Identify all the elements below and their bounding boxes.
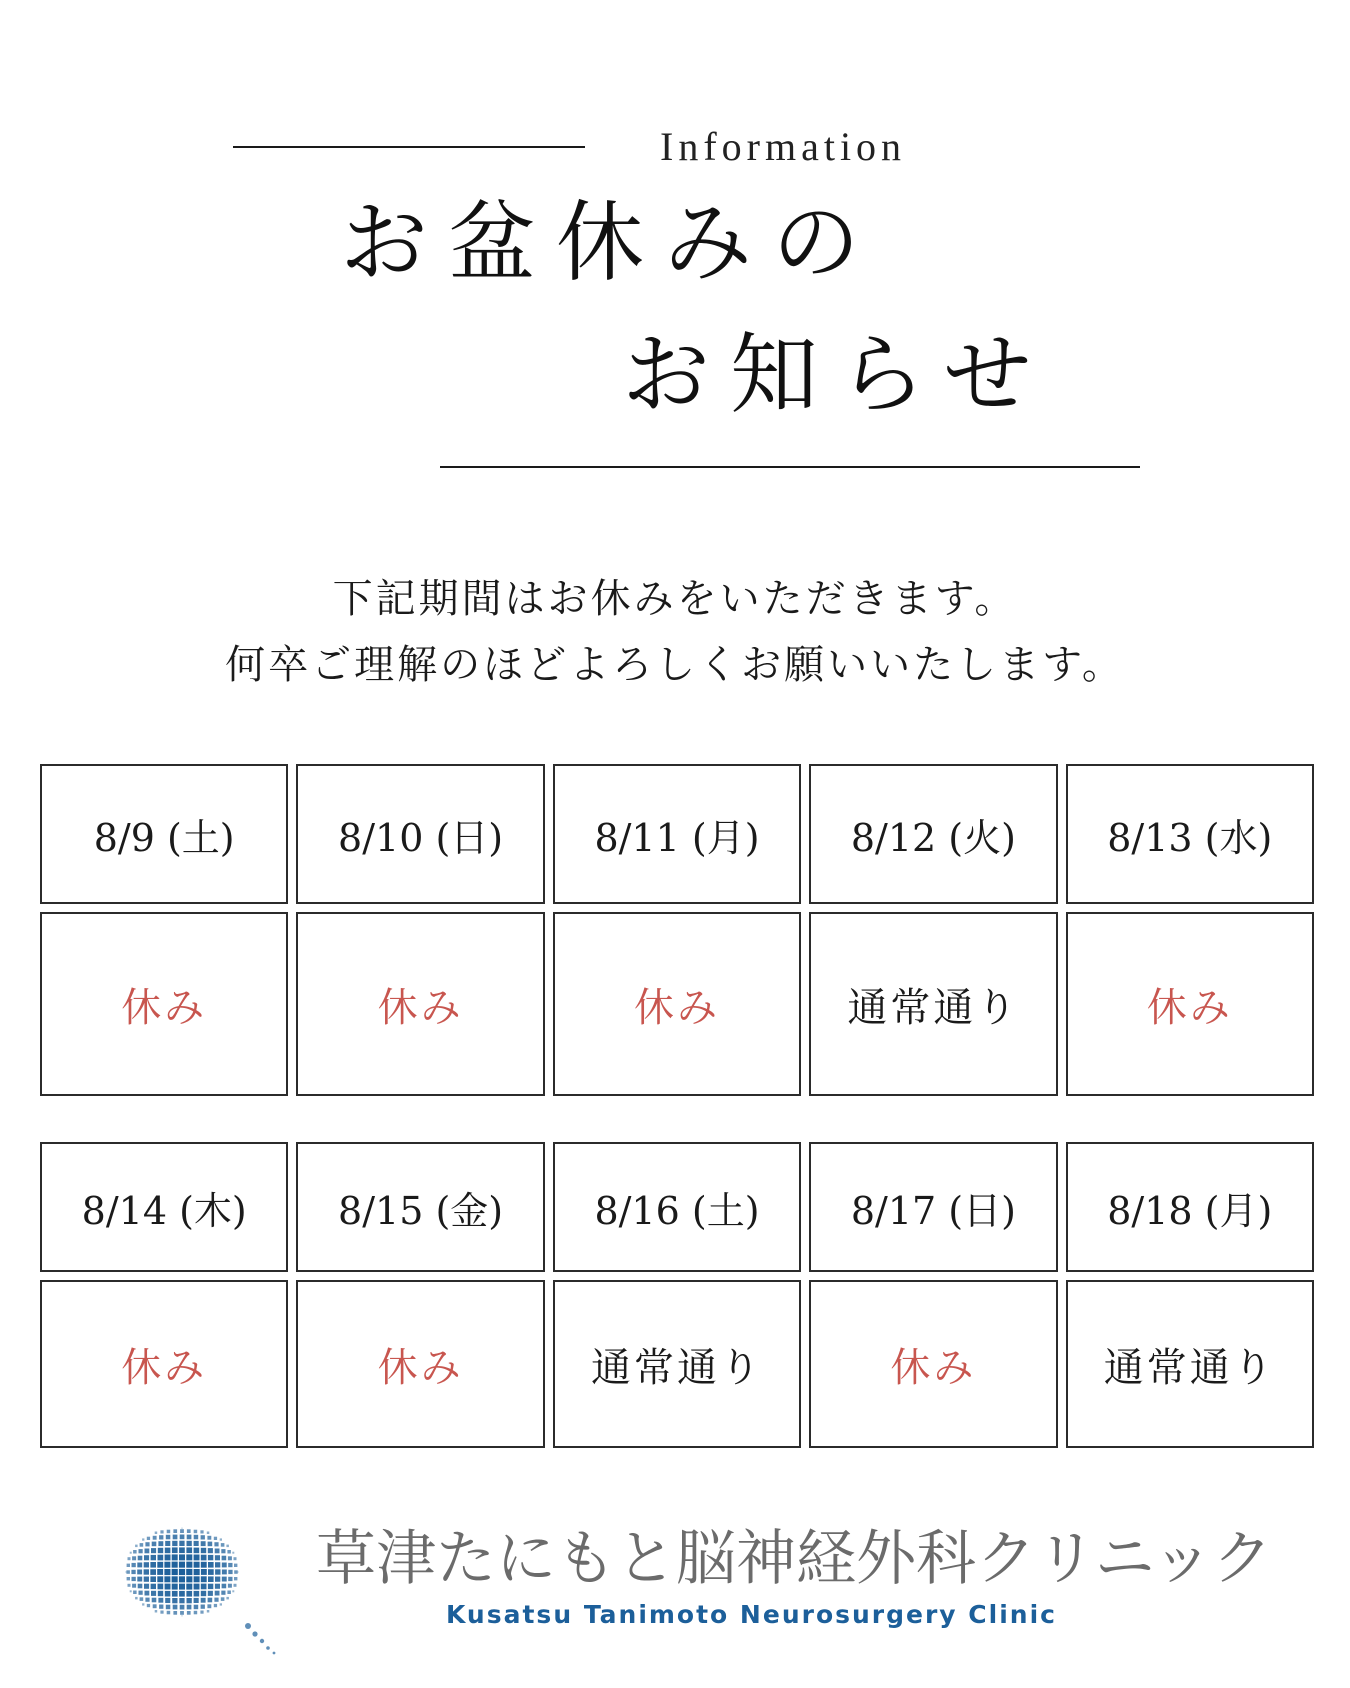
notice-text-line-1: 下記期間はお休みをいただきます。 bbox=[332, 576, 1018, 622]
logo-dot bbox=[194, 1569, 200, 1575]
logo-dot bbox=[207, 1536, 211, 1540]
logo-dot bbox=[158, 1598, 163, 1603]
logo-dot bbox=[152, 1542, 157, 1547]
logo-dot bbox=[155, 1610, 158, 1613]
logo-dot bbox=[135, 1597, 138, 1600]
status-cell: 休み bbox=[553, 912, 801, 1096]
logo-dot bbox=[133, 1550, 137, 1554]
logo-dot bbox=[194, 1530, 198, 1534]
logo-dot bbox=[157, 1562, 163, 1568]
logo-dot bbox=[194, 1541, 199, 1546]
logo-dot bbox=[201, 1598, 206, 1603]
logo-dot bbox=[201, 1591, 206, 1596]
logo-dot bbox=[214, 1537, 217, 1540]
logo-dot bbox=[144, 1555, 149, 1560]
logo-dot bbox=[164, 1562, 170, 1568]
logo-dot bbox=[186, 1547, 192, 1553]
logo-dot bbox=[194, 1605, 199, 1610]
logo-dot bbox=[201, 1562, 207, 1568]
status-cell: 休み bbox=[40, 1280, 288, 1448]
week2-status-row bbox=[40, 1280, 1314, 1448]
date-cell: 8/10 (日) bbox=[296, 764, 544, 904]
clinic-name-en: Kusatsu Tanimoto Neurosurgery Clinic bbox=[446, 1600, 1057, 1629]
logo-dot bbox=[201, 1541, 206, 1546]
logo-dot bbox=[194, 1584, 200, 1590]
logo-dot bbox=[181, 1528, 182, 1529]
date-cell: 8/16 (土) bbox=[553, 1142, 801, 1272]
logo-dot bbox=[234, 1570, 238, 1574]
logo-dot bbox=[214, 1542, 218, 1546]
logo-dot bbox=[194, 1576, 200, 1582]
status-cell: 休み bbox=[296, 1280, 544, 1448]
header-rule-bottom bbox=[440, 466, 1140, 468]
logo-dot bbox=[165, 1555, 171, 1561]
logo-dot bbox=[207, 1610, 210, 1613]
clinic-name-jp: 草津たにもと脳神経外科クリニック bbox=[316, 1524, 1273, 1594]
logo-dot bbox=[130, 1590, 132, 1592]
logo-dot bbox=[234, 1584, 237, 1587]
logo-dot bbox=[145, 1542, 149, 1546]
logo-dot bbox=[200, 1611, 203, 1614]
logo-dot bbox=[158, 1548, 163, 1553]
logo-dot bbox=[172, 1584, 178, 1590]
logo-dot bbox=[208, 1542, 213, 1547]
logo-dot bbox=[165, 1598, 170, 1603]
logo-dot bbox=[172, 1562, 178, 1568]
date-cell: 8/9 (土) bbox=[40, 764, 288, 904]
logo-dot bbox=[194, 1591, 200, 1597]
logo-dot bbox=[186, 1584, 192, 1590]
logo-dot bbox=[207, 1532, 210, 1535]
logo-dot bbox=[150, 1569, 156, 1575]
logo-dot bbox=[228, 1584, 232, 1588]
logo-dot bbox=[187, 1598, 192, 1603]
logo-tail-dot bbox=[260, 1639, 264, 1643]
logo-dot bbox=[166, 1605, 171, 1610]
logo-dot bbox=[215, 1569, 220, 1574]
status-cell: 休み bbox=[296, 912, 544, 1096]
logo-dot bbox=[167, 1611, 171, 1615]
logo-dot bbox=[172, 1547, 178, 1553]
logo-dot bbox=[179, 1576, 185, 1582]
logo-dot bbox=[144, 1569, 149, 1574]
logo-tail-dot bbox=[266, 1646, 270, 1650]
status-cell: 通常通り bbox=[1066, 1280, 1314, 1448]
logo-dot bbox=[201, 1605, 205, 1609]
logo-tail-dot bbox=[252, 1631, 257, 1636]
logo-tail-dot bbox=[273, 1652, 276, 1655]
logo-dot bbox=[232, 1590, 234, 1592]
logo-dot bbox=[234, 1577, 237, 1580]
logo-dot bbox=[172, 1598, 177, 1603]
logo-dot bbox=[181, 1615, 182, 1616]
logo-dot bbox=[145, 1549, 150, 1554]
logo-dot bbox=[228, 1556, 232, 1560]
logo-dot bbox=[127, 1564, 130, 1567]
logo-dot bbox=[137, 1563, 142, 1568]
logo-dot bbox=[238, 1571, 239, 1572]
logo-dot bbox=[155, 1532, 158, 1535]
notice-text-line-2: 何卒ご理解のほどよろしくお願いいたします。 bbox=[225, 642, 1125, 688]
logo-dot bbox=[215, 1584, 220, 1589]
logo-dot bbox=[179, 1591, 185, 1597]
clinic-logo-mark bbox=[100, 1508, 290, 1658]
logo-dot bbox=[194, 1535, 199, 1540]
logo-dot bbox=[158, 1555, 164, 1561]
logo-dot bbox=[201, 1548, 206, 1553]
logo-dot bbox=[208, 1576, 214, 1582]
logo-dot bbox=[207, 1604, 211, 1608]
logo-dot bbox=[165, 1591, 171, 1597]
logo-dot bbox=[221, 1543, 225, 1547]
logo-dot bbox=[221, 1597, 225, 1601]
logo-dot bbox=[166, 1535, 171, 1540]
logo-dot bbox=[179, 1562, 185, 1568]
logo-dot bbox=[180, 1529, 184, 1533]
date-cell: 8/14 (木) bbox=[40, 1142, 288, 1272]
logo-dot bbox=[159, 1605, 163, 1609]
logo-dot bbox=[150, 1576, 156, 1582]
logo-dot bbox=[151, 1555, 156, 1560]
logo-dot bbox=[179, 1554, 185, 1560]
logo-dot bbox=[138, 1556, 143, 1561]
logo-dot bbox=[142, 1603, 144, 1605]
logo-dot bbox=[140, 1543, 144, 1547]
logo-dot bbox=[172, 1569, 178, 1575]
logo-dot bbox=[208, 1584, 213, 1589]
logo-dot bbox=[172, 1554, 178, 1560]
logo-dot bbox=[187, 1529, 191, 1533]
logo-dot bbox=[214, 1604, 217, 1607]
logo-dot bbox=[153, 1604, 157, 1608]
logo-dot bbox=[145, 1591, 150, 1596]
logo-dot bbox=[159, 1535, 163, 1539]
logo-dot bbox=[147, 1604, 150, 1607]
logo-dot bbox=[222, 1570, 227, 1575]
logo-dot bbox=[152, 1598, 157, 1603]
logo-dot bbox=[220, 1603, 222, 1605]
logo-dot bbox=[194, 1562, 200, 1568]
logo-dot bbox=[130, 1552, 132, 1554]
logo-dot bbox=[187, 1541, 192, 1546]
logo-dot bbox=[128, 1584, 131, 1587]
logo-dot bbox=[215, 1562, 220, 1567]
logo-tail-dot bbox=[245, 1623, 251, 1629]
week2-date-row bbox=[40, 1142, 1314, 1272]
logo-dot bbox=[208, 1591, 213, 1596]
logo-dot bbox=[158, 1541, 163, 1546]
logo-dot bbox=[187, 1611, 191, 1615]
logo-dot bbox=[139, 1591, 143, 1595]
logo-dot bbox=[125, 1571, 126, 1572]
logo-dot bbox=[151, 1548, 156, 1553]
logo-dot bbox=[208, 1562, 214, 1568]
status-cell: 休み bbox=[809, 1280, 1057, 1448]
logo-dot bbox=[201, 1535, 205, 1539]
date-cell: 8/15 (金) bbox=[296, 1142, 544, 1272]
logo-dot bbox=[215, 1555, 220, 1560]
date-cell: 8/13 (水) bbox=[1066, 764, 1314, 904]
logo-dot bbox=[173, 1611, 177, 1615]
logo-dot bbox=[165, 1541, 170, 1546]
logo-dot bbox=[187, 1605, 192, 1610]
logo-dot bbox=[180, 1611, 184, 1615]
logo-dot bbox=[226, 1597, 229, 1600]
logo-dot bbox=[150, 1562, 156, 1568]
date-cell: 8/12 (火) bbox=[809, 764, 1057, 904]
logo-dot bbox=[128, 1557, 131, 1560]
logo-dot bbox=[145, 1598, 149, 1602]
logo-dot bbox=[158, 1591, 163, 1596]
logo-dot bbox=[186, 1591, 192, 1597]
logo-dot bbox=[135, 1545, 138, 1548]
logo-dot bbox=[167, 1530, 171, 1534]
logo-dot bbox=[221, 1549, 225, 1553]
logo-dot bbox=[232, 1552, 234, 1554]
logo-dot bbox=[208, 1569, 214, 1575]
logo-dot bbox=[142, 1538, 144, 1540]
logo-dot bbox=[228, 1577, 232, 1581]
logo-dot bbox=[144, 1577, 149, 1582]
logo-dot bbox=[186, 1576, 192, 1582]
page-title-line-2: お知らせ bbox=[622, 323, 1052, 426]
logo-dot bbox=[186, 1562, 192, 1568]
logo-dot bbox=[132, 1577, 136, 1581]
logo-dot bbox=[160, 1530, 163, 1533]
logo-dot bbox=[137, 1570, 142, 1575]
logo-dot bbox=[173, 1535, 178, 1540]
logo-dot bbox=[227, 1591, 231, 1595]
logo-dot bbox=[194, 1611, 198, 1615]
logo-dot bbox=[234, 1557, 237, 1560]
logo-dot bbox=[201, 1569, 207, 1575]
logo-dot bbox=[144, 1562, 149, 1567]
logo-dot bbox=[201, 1576, 207, 1582]
logo-dot bbox=[180, 1605, 185, 1610]
logo-dot bbox=[172, 1591, 178, 1597]
week1-status-row bbox=[40, 912, 1314, 1096]
logo-dot bbox=[179, 1569, 185, 1575]
header-rule-top bbox=[233, 146, 585, 148]
status-cell: 休み bbox=[1066, 912, 1314, 1096]
logo-dot bbox=[208, 1548, 213, 1553]
logo-dot bbox=[208, 1555, 213, 1560]
globe-speech-bubble-icon bbox=[100, 1508, 290, 1658]
logo-dot bbox=[186, 1569, 192, 1575]
logo-dot bbox=[147, 1537, 150, 1540]
date-cell: 8/11 (月) bbox=[553, 764, 801, 904]
logo-dot bbox=[222, 1584, 227, 1589]
eyebrow-label: Information bbox=[660, 124, 907, 169]
logo-dot bbox=[194, 1555, 200, 1561]
logo-dot bbox=[201, 1555, 207, 1561]
logo-dot bbox=[151, 1584, 156, 1589]
logo-dot bbox=[133, 1591, 137, 1595]
logo-dot bbox=[221, 1591, 225, 1595]
logo-dot bbox=[186, 1554, 192, 1560]
logo-dot bbox=[194, 1548, 200, 1554]
logo-dot bbox=[215, 1591, 220, 1596]
logo-dot bbox=[228, 1570, 232, 1574]
logo-dot bbox=[139, 1549, 143, 1553]
page-title-line-1: お盆休みの bbox=[340, 191, 881, 294]
status-cell: 通常通り bbox=[553, 1280, 801, 1448]
logo-dot bbox=[138, 1584, 143, 1589]
logo-dot bbox=[194, 1598, 199, 1603]
logo-dot bbox=[215, 1577, 220, 1582]
logo-dot bbox=[173, 1605, 178, 1610]
logo-dot bbox=[228, 1563, 232, 1567]
logo-dot bbox=[227, 1550, 231, 1554]
logo-dot bbox=[158, 1584, 164, 1590]
logo-dot bbox=[173, 1529, 177, 1533]
logo-dot bbox=[172, 1576, 178, 1582]
logo-dot bbox=[187, 1535, 192, 1540]
logo-dot bbox=[179, 1598, 184, 1603]
logo-dot bbox=[126, 1570, 129, 1574]
logo-dot bbox=[222, 1556, 227, 1561]
logo-dot bbox=[137, 1577, 142, 1582]
logo-dot bbox=[157, 1576, 163, 1582]
status-cell: 休み bbox=[40, 912, 288, 1096]
status-cell: 通常通り bbox=[809, 912, 1057, 1096]
logo-dot bbox=[132, 1563, 136, 1567]
logo-dot bbox=[131, 1570, 135, 1574]
logo-dot bbox=[222, 1563, 227, 1568]
logo-dot bbox=[179, 1584, 185, 1590]
logo-dot bbox=[164, 1569, 170, 1575]
logo-dot bbox=[132, 1556, 136, 1560]
logo-dot bbox=[201, 1584, 207, 1590]
logo-dot bbox=[172, 1541, 177, 1546]
logo-dot bbox=[151, 1591, 156, 1596]
logo-dot bbox=[165, 1584, 171, 1590]
logo-dot bbox=[140, 1597, 144, 1601]
logo-dot bbox=[200, 1530, 203, 1533]
logo-dot bbox=[214, 1598, 218, 1602]
logo-dot bbox=[127, 1577, 130, 1580]
logo-dot bbox=[165, 1548, 171, 1554]
logo-dot bbox=[179, 1541, 184, 1546]
logo-dot bbox=[153, 1536, 157, 1540]
date-cell: 8/18 (月) bbox=[1066, 1142, 1314, 1272]
logo-dot bbox=[215, 1549, 220, 1554]
logo-dot bbox=[144, 1584, 149, 1589]
logo-dot bbox=[222, 1577, 227, 1582]
logo-dot bbox=[234, 1564, 237, 1567]
week1-date-row bbox=[40, 764, 1314, 904]
logo-dot bbox=[160, 1611, 163, 1614]
logo-dot bbox=[226, 1545, 229, 1548]
logo-dot bbox=[208, 1598, 213, 1603]
date-cell: 8/17 (日) bbox=[809, 1142, 1057, 1272]
logo-dot bbox=[157, 1569, 163, 1575]
logo-dot bbox=[164, 1576, 170, 1582]
logo-dot bbox=[220, 1538, 222, 1540]
logo-dot bbox=[179, 1547, 185, 1553]
logo-dot bbox=[180, 1535, 185, 1540]
logo-dot bbox=[132, 1584, 136, 1588]
